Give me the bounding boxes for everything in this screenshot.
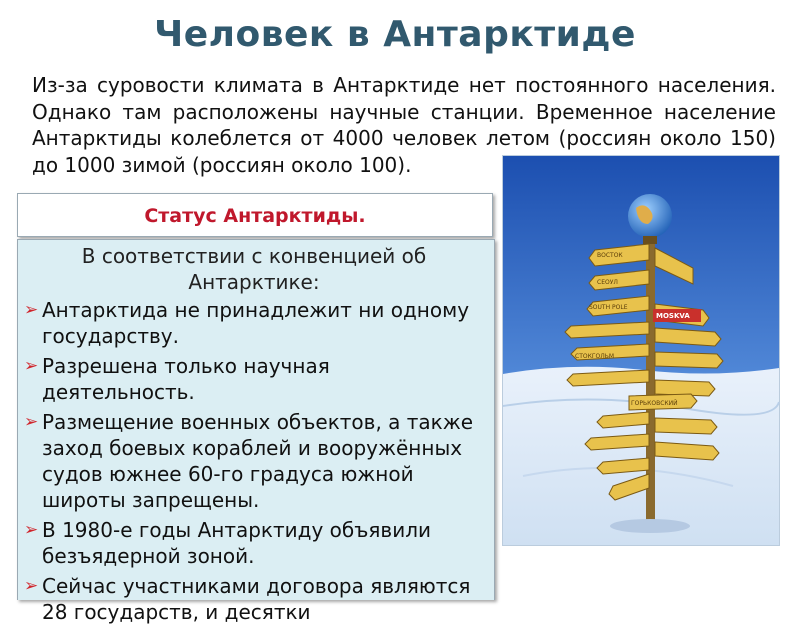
sign-text: ГОРЬКОВСКИЙ bbox=[631, 400, 678, 407]
list-item bbox=[24, 353, 484, 405]
arrow-bullet-icon: ➢ bbox=[24, 412, 39, 432]
sign-text: MOSKVA bbox=[656, 312, 690, 320]
status-lead: В соответствии с конвенцией об Антарктике: bbox=[81, 244, 427, 294]
list-item bbox=[24, 409, 484, 513]
status-heading: Статус Антарктиды. bbox=[17, 193, 493, 237]
sign-text: СТОКГОЛЬМ bbox=[575, 353, 615, 360]
arrow-bullet-icon: ➢ bbox=[24, 520, 39, 540]
list-item bbox=[24, 573, 484, 625]
intro-paragraph: Из-за суровости климата в Антарктиде нет постоянного населения. Однако там расположены научные станции. Временное население Антарктиды колеблется от 4000 человек летом (россиян около 150) до 1000 зимой (россиян около 100). bbox=[32, 73, 776, 177]
bullet-text: Размещение военных объектов, а также заход боевых кораблей и вооружённых судов южнее 60-го градуса южной широты запрещены. bbox=[42, 410, 474, 512]
signpost-photo-graphic bbox=[503, 156, 779, 545]
signpost-photo bbox=[502, 155, 780, 546]
arrow-bullet-icon: ➢ bbox=[24, 576, 39, 596]
list-item bbox=[24, 517, 484, 569]
arrow-bullet-icon: ➢ bbox=[24, 356, 39, 376]
bullet-text: Разрешена только научная деятельность. bbox=[42, 354, 330, 404]
sign-text: ВОСТОК bbox=[597, 252, 623, 259]
arrow-bullet-icon: ➢ bbox=[24, 300, 39, 320]
status-panel bbox=[17, 239, 495, 624]
sign-text: СЕОУЛ bbox=[597, 279, 618, 286]
bullet-text: Сейчас участниками договора являются 28 государств, и десятки bbox=[42, 574, 471, 624]
slide-title: Человек в Антарктиде bbox=[154, 14, 636, 55]
bullet-text: В 1980-е годы Антарктиду объявили безъядерной зоной. bbox=[42, 518, 431, 568]
sign-text: SOUTH POLE bbox=[589, 304, 628, 311]
list-item bbox=[24, 297, 484, 349]
status-bullet-list bbox=[24, 297, 484, 625]
bullet-text: Антарктида не принадлежит ни одному государству. bbox=[42, 298, 470, 348]
